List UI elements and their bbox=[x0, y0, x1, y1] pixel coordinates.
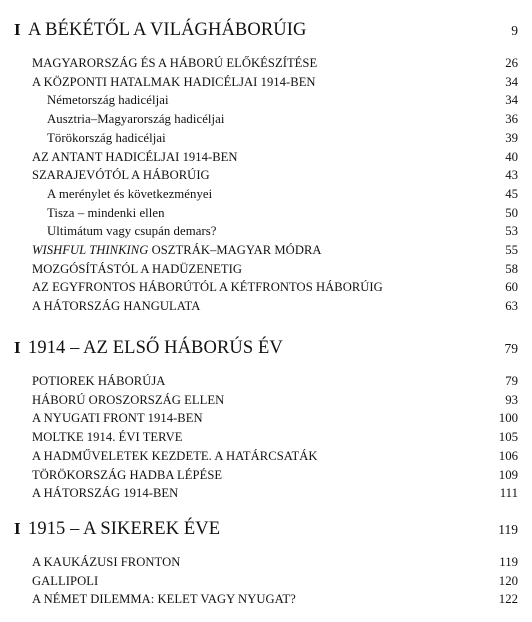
entry-label: MOLTKE 1914. ÉVI TERVE bbox=[32, 430, 183, 445]
entry-label: A merénylet és következményei bbox=[47, 186, 213, 201]
entry-page-number: 39 bbox=[505, 130, 518, 145]
entry-page-number: 122 bbox=[498, 592, 518, 607]
entry-label: A NYUGATI FRONT 1914-BEN bbox=[32, 411, 203, 426]
entry-label: HÁBORÚ OROSZORSZÁG ELLEN bbox=[32, 392, 225, 407]
chapter-heading bbox=[14, 20, 518, 41]
toc-entry[interactable] bbox=[32, 572, 518, 591]
toc-entry[interactable] bbox=[32, 54, 518, 73]
entry-page-number: 43 bbox=[505, 168, 518, 183]
toc-entry[interactable] bbox=[32, 372, 518, 391]
toc-subentry[interactable] bbox=[47, 91, 518, 110]
entry-label: POTIOREK HÁBORÚJA bbox=[32, 374, 166, 388]
toc-entry[interactable] bbox=[32, 466, 518, 485]
chapter-title: A BÉKÉTŐL A VILÁGHÁBORÚIG bbox=[28, 20, 307, 40]
toc-subentry[interactable] bbox=[47, 110, 518, 129]
entry-label: A HÁTORSZÁG HANGULATA bbox=[32, 299, 201, 314]
entry-label: MOZGÓSÍTÁSTÓL A HADÜZENETIG bbox=[32, 261, 243, 276]
toc-subentry[interactable] bbox=[47, 204, 518, 223]
entry-label: TÖRÖKORSZÁG HADBA LÉPÉSE bbox=[32, 467, 223, 482]
entry-page-number: 36 bbox=[505, 112, 518, 127]
toc-entry[interactable] bbox=[32, 484, 518, 503]
entry-label: A HADMŰVELETEK KEZDETE. A HATÁRCSATÁK bbox=[32, 448, 318, 463]
entry-page-number: 79 bbox=[505, 374, 518, 388]
toc-subentry[interactable] bbox=[47, 222, 518, 241]
toc-entry[interactable] bbox=[32, 297, 518, 316]
entry-page-number: 40 bbox=[505, 149, 518, 164]
entry-page-number: 58 bbox=[505, 261, 518, 276]
entry-page-number: 55 bbox=[505, 243, 518, 257]
entry-label: Ausztria–Magyarország hadicéljai bbox=[47, 112, 225, 127]
entry-label: A KÖZPONTI HATALMAK HADICÉLJAI 1914-BEN bbox=[32, 74, 316, 89]
chapter-title: 1915 – A SIKEREK ÉVE bbox=[28, 519, 221, 539]
chapter-heading bbox=[14, 519, 518, 540]
toc-entry[interactable] bbox=[32, 590, 518, 609]
entry-label: Törökország hadicéljai bbox=[47, 130, 166, 145]
toc-entry[interactable] bbox=[32, 241, 518, 260]
entry-page-number: 120 bbox=[498, 573, 518, 588]
toc-entry[interactable] bbox=[32, 391, 518, 410]
toc-entry[interactable] bbox=[32, 260, 518, 279]
entry-label: SZARAJEVÓTÓL A HÁBORÚIG bbox=[32, 168, 210, 183]
chapter-marker: I bbox=[14, 20, 21, 39]
entry-label: A KAUKÁZUSI FRONTON bbox=[32, 555, 181, 569]
entry-page-number: 106 bbox=[498, 448, 518, 463]
entry-page-number: 100 bbox=[498, 411, 518, 426]
chapter-page-number: 119 bbox=[498, 522, 518, 537]
entry-label-italic: WISHFUL THINKING bbox=[32, 243, 149, 257]
entry-label: Németország hadicéljai bbox=[47, 93, 169, 108]
entry-label: A HÁTORSZÁG 1914-BEN bbox=[32, 486, 179, 501]
entry-page-number: 26 bbox=[505, 56, 518, 70]
entry-page-number: 60 bbox=[505, 280, 518, 295]
toc-entry[interactable] bbox=[32, 553, 518, 572]
toc-subentry[interactable] bbox=[47, 129, 518, 148]
toc-subentry[interactable] bbox=[47, 185, 518, 204]
entry-page-number: 63 bbox=[505, 299, 518, 314]
entry-page-number: 93 bbox=[505, 392, 518, 407]
entry-page-number: 105 bbox=[498, 430, 518, 445]
entry-page-number: 119 bbox=[499, 555, 518, 569]
chapter-marker: I bbox=[14, 338, 21, 357]
entry-label: WISHFUL THINKING OSZTRÁK–MAGYAR MÓDRA bbox=[32, 243, 322, 257]
chapter-marker: I bbox=[14, 519, 21, 538]
entry-page-number: 111 bbox=[499, 486, 518, 501]
toc-entry[interactable] bbox=[32, 409, 518, 428]
toc-entry[interactable] bbox=[32, 278, 518, 297]
entry-page-number: 45 bbox=[505, 186, 518, 201]
entry-page-number: 34 bbox=[505, 74, 518, 89]
entry-page-number: 53 bbox=[505, 224, 518, 239]
chapter-page-number: 79 bbox=[504, 341, 518, 356]
entry-label: Ultimátum vagy csupán demars? bbox=[47, 224, 217, 239]
chapter-page-number: 9 bbox=[511, 23, 518, 38]
entry-label: GALLIPOLI bbox=[32, 573, 99, 588]
entry-label: AZ EGYFRONTOS HÁBORÚTÓL A KÉTFRONTOS HÁBORÚIG bbox=[32, 280, 383, 295]
entry-label: A NÉMET DILEMMA: KELET VAGY NYUGAT? bbox=[32, 592, 296, 607]
entry-label: AZ ANTANT HADICÉLJAI 1914-BEN bbox=[32, 149, 238, 164]
toc-entry[interactable] bbox=[32, 73, 518, 92]
toc-entry[interactable] bbox=[32, 148, 518, 167]
entry-page-number: 50 bbox=[505, 205, 518, 220]
toc-entry[interactable] bbox=[32, 428, 518, 447]
toc-entry[interactable] bbox=[32, 166, 518, 185]
entry-page-number: 34 bbox=[505, 93, 518, 108]
toc-entry[interactable] bbox=[32, 447, 518, 466]
chapter-heading bbox=[14, 338, 518, 359]
entry-page-number: 109 bbox=[498, 467, 518, 482]
entry-label: Tisza – mindenki ellen bbox=[47, 205, 165, 220]
chapter-title: 1914 – AZ ELSŐ HÁBORÚS ÉV bbox=[28, 338, 283, 358]
entry-label: MAGYARORSZÁG ÉS A HÁBORÚ ELŐKÉSZÍTÉSE bbox=[32, 56, 318, 70]
